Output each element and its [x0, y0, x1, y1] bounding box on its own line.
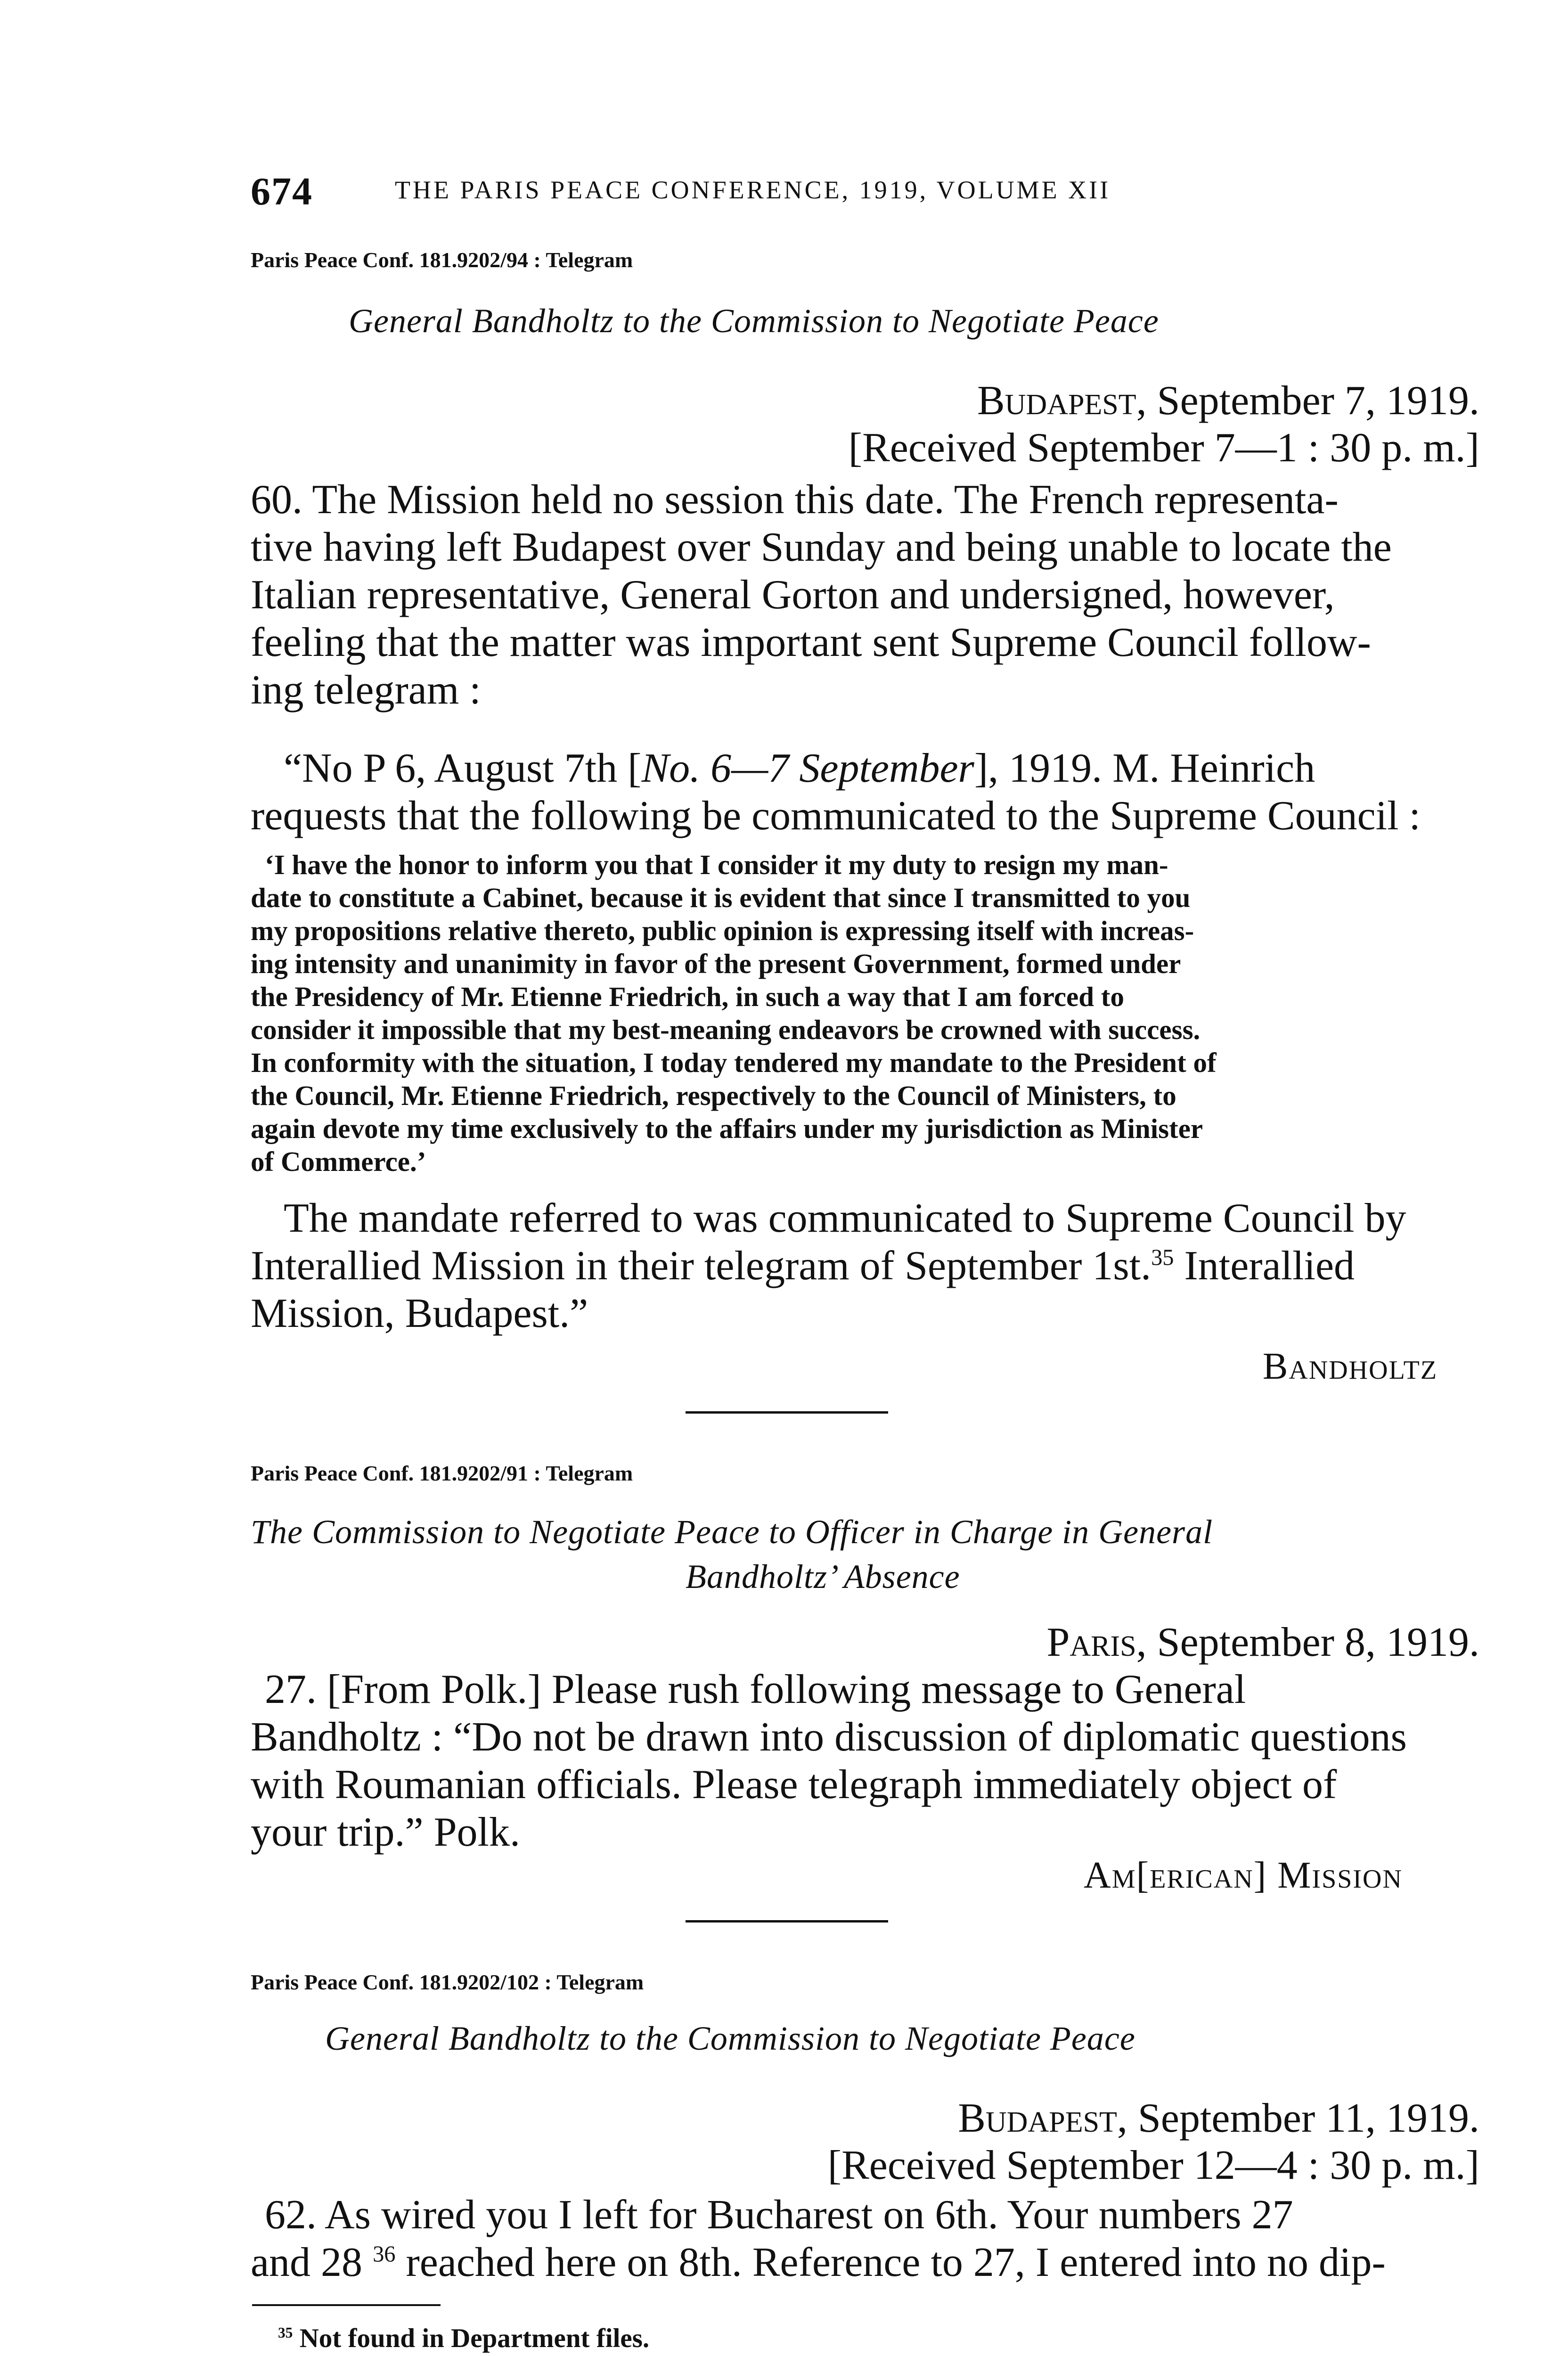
footnote-35: [278, 2323, 649, 2354]
doc1-source: Paris Peace Conf. 181.9202/94 : Telegram: [251, 248, 633, 272]
quote-line: ing intensity and unanimity in favor of the present Government, formed under: [251, 948, 1181, 979]
footnote-text: Not found in Department files.: [293, 2323, 650, 2353]
closing-line-2: [251, 1242, 1406, 1290]
footnote-ref-35[interactable]: 35: [1151, 1245, 1174, 1270]
closing-l2-a: Interallied Mission in their telegram of September 1st.: [251, 1243, 1152, 1289]
doc1-closing: [251, 1194, 1406, 1337]
doc3-body-line-1: 62. As wired you I left for Bucharest on 6th. Your numbers 27: [265, 2192, 1293, 2238]
doc1-paragraph: [251, 476, 1392, 714]
doc2-place: Paris: [1046, 1620, 1136, 1665]
doc1-para-line: tive having left Budapest over Sunday and being unable to locate the: [251, 524, 1392, 570]
doc3-date: , September 11, 1919.: [1117, 2095, 1479, 2141]
footnote-marker: 35: [278, 2324, 293, 2341]
quote-line: date to constitute a Cabinet, because it is evident that since I transmitted to you: [251, 882, 1191, 913]
quote-intro-line-2: requests that the following be communicated to the Supreme Council :: [251, 793, 1421, 839]
quote-intro-italic: No. 6—7 September: [641, 745, 974, 791]
closing-line-3: Mission, Budapest.”: [251, 1291, 588, 1336]
doc2-heading-line-2: Bandholtz’ Absence: [686, 1558, 960, 1595]
closing-line-1: The mandate referred to was communicated to Supreme Council by: [284, 1195, 1406, 1241]
doc2-body-line: Bandholtz : “Do not be drawn into discussion of diplomatic questions: [251, 1714, 1407, 1760]
doc1-para-line: ing telegram :: [251, 667, 481, 713]
quote-line: of Commerce.’: [251, 1146, 426, 1177]
doc2-dateline: [678, 1619, 1479, 1666]
quote-line: the Presidency of Mr. Etienne Friedrich, in such a way that I am forced to: [251, 981, 1124, 1012]
closing-l2-b: Interallied: [1174, 1243, 1355, 1289]
doc2-body-line: your trip.” Polk.: [251, 1809, 520, 1855]
doc1-date: , September 7, 1919.: [1136, 378, 1479, 424]
section-divider: [686, 1920, 888, 1922]
doc3-body-line-2: [251, 2239, 1386, 2286]
doc2-signature: Am[erican] Mission: [1084, 1855, 1403, 1896]
doc2-body-line: with Roumanian officials. Please telegraph immediately object of: [251, 1762, 1337, 1808]
doc2-date: , September 8, 1919.: [1136, 1620, 1479, 1665]
page-number: 674: [251, 170, 313, 213]
doc3-heading: General Bandholtz to the Commission to Negotiate Peace: [325, 2020, 1135, 2057]
quote-line: the Council, Mr. Etienne Friedrich, respectively to the Council of Ministers, to: [251, 1080, 1176, 1111]
quote-intro-a: “No P 6, August 7th [: [284, 745, 642, 791]
doc1-place: Budapest: [977, 378, 1136, 424]
doc3-l2-b: reached here on 8th. Reference to 27, I entered into no dip-: [395, 2240, 1386, 2285]
doc2-source: Paris Peace Conf. 181.9202/91 : Telegram: [251, 1461, 633, 1485]
doc2-body-line: 27. [From Polk.] Please rush following message to General: [265, 1667, 1246, 1712]
doc3-body: [251, 2191, 1386, 2286]
doc1-signature: Bandholtz: [1263, 1346, 1438, 1387]
quote-line: again devote my time exclusively to the affairs under my jurisdiction as Minister: [251, 1113, 1203, 1144]
section-divider: [686, 1411, 888, 1414]
doc1-para-line: Italian representative, General Gorton and undersigned, however,: [251, 572, 1335, 618]
running-title: THE PARIS PEACE CONFERENCE, 1919, VOLUME XII: [395, 176, 1111, 204]
doc3-dateline: [678, 2094, 1479, 2142]
doc2-heading-line-1: The Commission to Negotiate Peace to Officer in Charge in General: [251, 1513, 1213, 1551]
footnote-rule: [252, 2304, 441, 2306]
doc1-dateline: [678, 377, 1479, 425]
doc1-heading: General Bandholtz to the Commission to Negotiate Peace: [349, 302, 1159, 340]
quote-line: In conformity with the situation, I today tendered my mandate to the President of: [251, 1047, 1217, 1078]
doc3-received: [Received September 12—4 : 30 p. m.]: [827, 2143, 1479, 2188]
quote-intro-line-1: [251, 744, 1421, 792]
doc3-source: Paris Peace Conf. 181.9202/102 : Telegram: [251, 1970, 644, 1994]
doc1-para-line: 60. The Mission held no session this date. The French representa-: [251, 477, 1339, 523]
quote-line: ‘I have the honor to inform you that I consider it my duty to resign my man-: [265, 849, 1168, 880]
quote-line: my propositions relative thereto, public opinion is expressing itself with increas-: [251, 915, 1194, 946]
doc2-body: [251, 1666, 1407, 1856]
footnote-ref-36[interactable]: 36: [373, 2241, 396, 2267]
doc1-quote-intro: [251, 744, 1421, 840]
doc3-l2-a: and 28: [251, 2240, 373, 2285]
doc1-received: [Received September 7—1 : 30 p. m.]: [848, 425, 1479, 471]
doc3-place: Budapest: [958, 2095, 1117, 2141]
quote-intro-b: ], 1919. M. Heinrich: [974, 745, 1315, 791]
quote-line: consider it impossible that my best-meaning endeavors be crowned with success.: [251, 1014, 1200, 1045]
doc1-quoted-letter: [251, 848, 1217, 1178]
doc1-para-line: feeling that the matter was important sent Supreme Council follow-: [251, 620, 1371, 665]
